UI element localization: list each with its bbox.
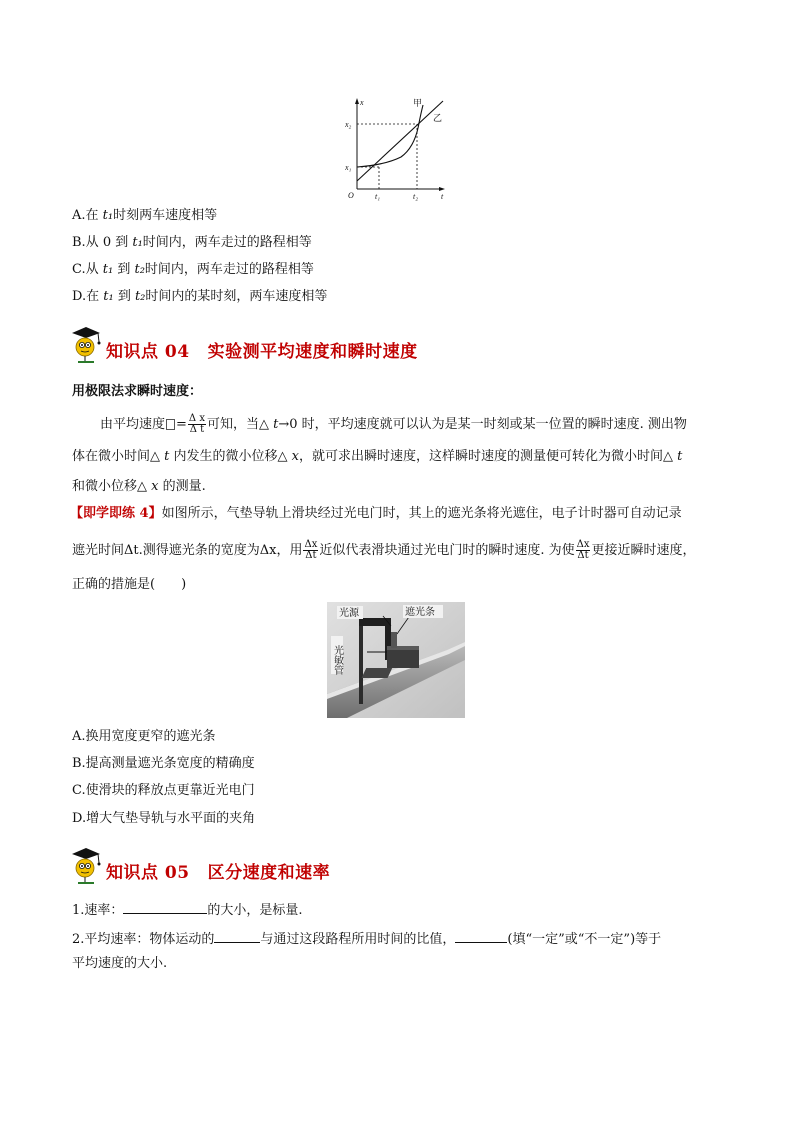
v-bar-symbol-icon bbox=[166, 419, 175, 430]
kp05-line-2: 2.平均速率：物体运动的 与通过这段路程所用时间的比值， (填“一定”或“不一定”)等于 bbox=[72, 929, 661, 949]
x1-tick: x₁ bbox=[345, 163, 352, 172]
blank-yes-no[interactable] bbox=[455, 929, 507, 943]
x2-tick: x₂ bbox=[345, 120, 352, 129]
origin-label: O bbox=[348, 191, 354, 200]
dx-over-dt-fraction-2: $\frac{\Delta x}{\Delta t}$ bbox=[576, 539, 590, 561]
curve-yi-label: 乙 bbox=[433, 114, 443, 124]
practice-4-line-2: 遮光时间Δt.测得遮光条的宽度为Δx，用 $\frac{\Delta x}{\Delta t}$ 近似代表滑块通过光电门时的瞬时速度. 为使 $\frac{\Delta x}{\Delta t}$ 更接近瞬时速度， bbox=[72, 539, 696, 561]
curve-jia-label: 甲 bbox=[413, 99, 423, 109]
photo-label-photosensor: 光敏管 bbox=[331, 645, 343, 675]
curve-jia bbox=[357, 101, 443, 181]
scholar-mascot-icon bbox=[68, 846, 104, 890]
dx-over-dt-fraction: $\frac{\Delta x}{\Delta t}$ bbox=[304, 539, 318, 561]
t2-tick: t₂ bbox=[413, 192, 419, 201]
kp05-line-1: 1.速率： 的大小，是标量. bbox=[72, 900, 303, 920]
practice-4-option-a[interactable]: A.换用宽度更窄的遮光条 bbox=[72, 729, 216, 744]
kp04-paragraph-line-1: 由平均速度 = $\frac{\text{Δ x}}{\text{Δ t}}$ 可知，当△ t→0 时，平均速度就可以认为是某一时刻或某一位置的瞬时速度. 测出物 bbox=[100, 413, 687, 435]
practice-4-option-c[interactable]: C.使滑块的释放点更靠近光电门 bbox=[72, 783, 255, 798]
q3-option-a[interactable]: A.在 t₁时刻两车速度相等 bbox=[72, 208, 218, 223]
kp04-subtitle: 用极限法求瞬时速度： bbox=[72, 384, 203, 399]
x-t-graph bbox=[345, 95, 450, 203]
practice-4-option-d[interactable]: D.增大气垫导轨与水平面的夹角 bbox=[72, 811, 256, 826]
t1-tick: t₁ bbox=[375, 192, 381, 201]
t-axis-label: t bbox=[441, 192, 444, 201]
blank-average-speed-quantity[interactable] bbox=[214, 929, 260, 943]
slider-block bbox=[387, 650, 419, 668]
x-axis-label: x bbox=[360, 98, 364, 107]
q3-option-c[interactable]: C.从 t₁ 到 t₂时间内，两车走过的路程相等 bbox=[72, 262, 314, 277]
blank-speed-definition[interactable] bbox=[123, 900, 207, 914]
light-shield-strip bbox=[391, 632, 397, 648]
knowledge-point-04-title: 知识点 04 实验测平均速度和瞬时速度 bbox=[106, 342, 418, 362]
q3-option-b[interactable]: B.从 0 到 t₁时间内，两车走过的路程相等 bbox=[72, 235, 312, 250]
kp05-line-3: 平均速度的大小. bbox=[72, 956, 168, 971]
kp04-paragraph-line-2: 体在微小时间△ t 内发生的微小位移△ x，就可求出瞬时速度，这样瞬时速度的测量便可转化为微小时间△ t bbox=[72, 449, 683, 464]
light-source-head bbox=[359, 618, 389, 626]
curve-yi bbox=[357, 105, 423, 167]
practice-4-tag: 【即学即练 4】 bbox=[70, 506, 162, 521]
photo-label-light-source: 光源 bbox=[339, 608, 359, 619]
air-track-photo bbox=[327, 602, 465, 718]
y-axis-arrow bbox=[355, 98, 359, 104]
kp04-paragraph-line-3: 和微小位移△ x 的测量. bbox=[72, 479, 206, 494]
delta-x-over-delta-t: $\frac{\text{Δ x}}{\text{Δ t}}$ bbox=[188, 413, 205, 435]
q3-option-d[interactable]: D.在 t₁ 到 t₂时间内的某时刻，两车速度相等 bbox=[72, 289, 328, 304]
practice-4-line-1: 【即学即练 4】如图所示，气垫导轨上滑块经过光电门时，其上的遮光条将光遮住，电子计时器可自动记录 bbox=[70, 506, 682, 521]
scholar-mascot-icon bbox=[68, 325, 104, 369]
practice-4-line-3: 正确的措施是( ) bbox=[72, 577, 187, 592]
practice-4-option-b[interactable]: B.提高测量遮光条宽度的精确度 bbox=[72, 756, 255, 771]
t-axis-arrow bbox=[439, 187, 445, 191]
photo-label-shield: 遮光条 bbox=[405, 607, 435, 618]
knowledge-point-05-title: 知识点 05 区分速度和速率 bbox=[106, 863, 331, 883]
